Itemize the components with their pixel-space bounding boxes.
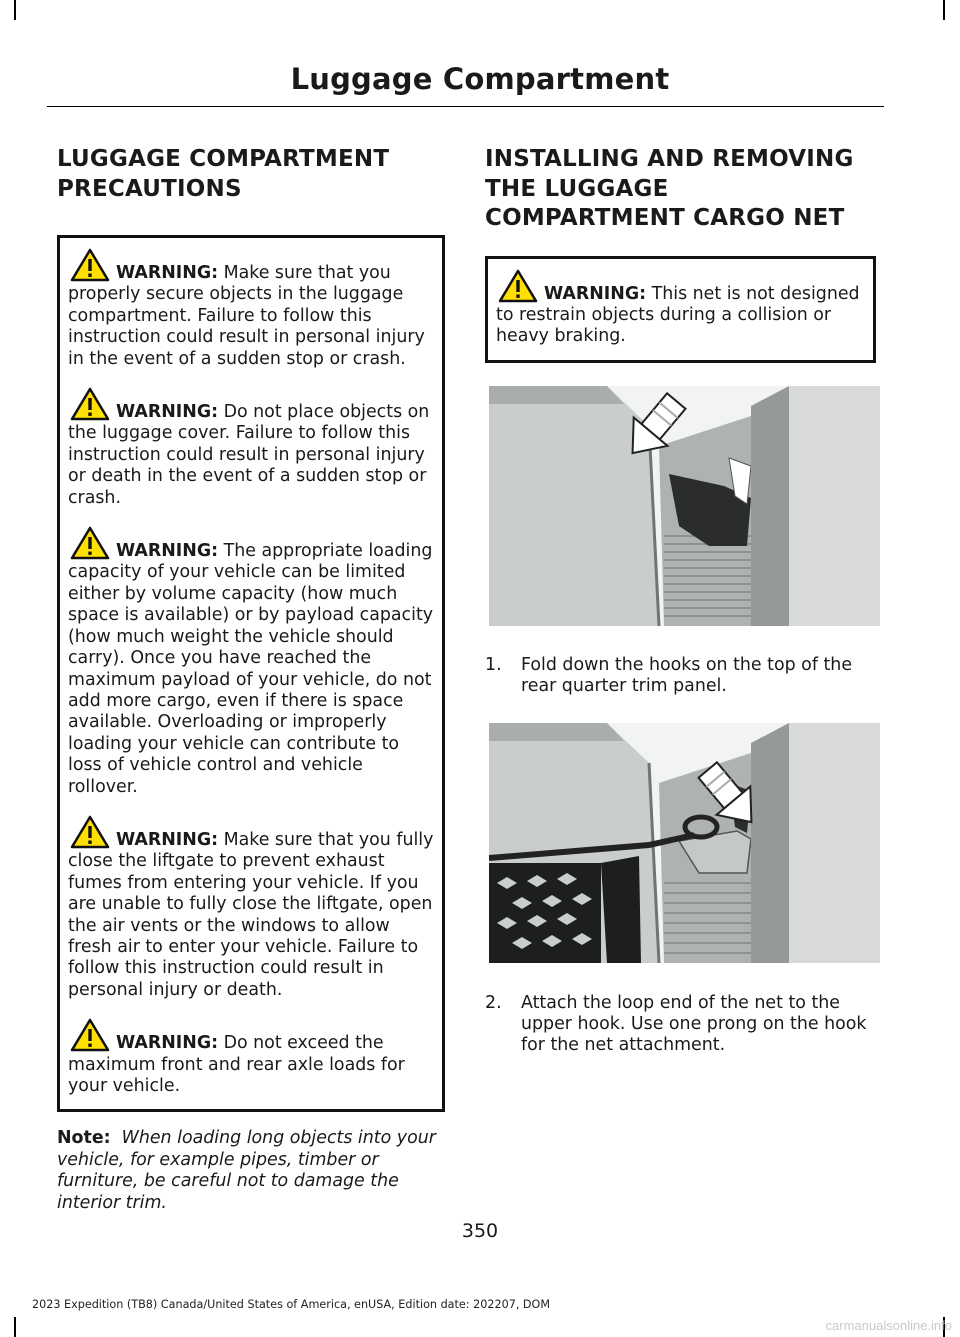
step-1 (485, 655, 879, 698)
step-number: 1. (485, 654, 502, 675)
warning-box-cargo-net (485, 256, 876, 363)
warning-item (68, 815, 434, 1001)
warning-label: WARNING: (116, 829, 219, 850)
warning-label: WARNING: (544, 283, 647, 304)
warning-item (68, 248, 434, 370)
figure-fold-hooks (489, 386, 880, 626)
crop-mark-bottom-left-v (14, 1317, 16, 1337)
warning-text: The appropriate loading capacity of your vehicle can be limited either by volume capacity (how much space is available) or by payload capacity (how much weight the vehicle should carry). Once you have reached the maximum payload of your vehicle, do not add more cargo, even if there is space available. Overloading or improperly loading your vehicle can contribute to loss of vehicle control and vehicle rollover. (68, 541, 434, 797)
step-text: Fold down the hooks on the top of the rear quarter trim panel. (521, 654, 853, 697)
section-title-precautions (57, 145, 445, 204)
warning-item (496, 269, 865, 348)
warning-text: Do not exceed the maximum front and rear axle loads for your vehicle. (68, 1033, 405, 1096)
warning-item (68, 387, 434, 509)
title-line: PRECAUTIONS (57, 175, 242, 202)
crop-mark-top-right-v (943, 0, 945, 20)
warning-triangle-icon (498, 269, 538, 303)
warning-item (68, 1018, 434, 1097)
watermark: carmanualsonline.info (825, 1318, 952, 1333)
title-line: THE LUGGAGE (485, 175, 669, 202)
warning-text: This net is not designed to restrain objects during a collision or heavy braking. (496, 283, 860, 347)
warning-item (68, 526, 434, 798)
step-number: 2. (485, 992, 502, 1013)
left-column (57, 145, 445, 1214)
footer-edition: 2023 Expedition (TB8) Canada/United States of America, enUSA, Edition date: 202207, DOM (32, 1298, 551, 1311)
title-line: INSTALLING AND REMOVING (485, 146, 854, 172)
warning-triangle-icon (70, 387, 110, 421)
step-2 (485, 993, 879, 1057)
figure-attach-net (489, 723, 880, 963)
warning-text: Do not place objects on the luggage cover. Failure to follow this instruction could result in personal injury or death in the event of a sudden stop or crash. (68, 402, 430, 508)
section-title-cargo-net (485, 145, 879, 234)
net-illustration (489, 723, 880, 963)
warning-triangle-icon (70, 1018, 110, 1052)
warning-text: Make sure that you properly secure objects in the luggage compartment. Failure to follow this instruction could result in personal injury in the event of a sudden stop or crash. (68, 263, 425, 369)
page-number: 350 (461, 1220, 499, 1242)
header-rule (47, 106, 884, 107)
right-column (485, 145, 879, 1057)
note-text: When loading long objects into your vehicle, for example pipes, timber or furniture, be careful not to damage the interior trim. (57, 1128, 436, 1213)
note (57, 1128, 445, 1214)
warning-triangle-icon (70, 248, 110, 282)
warning-box-precautions (57, 235, 445, 1112)
hook-illustration (489, 386, 880, 626)
warning-text: Make sure that you fully close the liftgate to prevent exhaust fumes from entering your vehicle. If you are unable to fully close the liftgate, open the air vents or the windows to allow fresh air to enter your vehicle. Failure to follow this instruction could result in personal injury or death. (68, 829, 434, 1000)
title-line: LUGGAGE COMPARTMENT (57, 146, 390, 172)
warning-label: WARNING: (116, 263, 219, 283)
step-text: Attach the loop end of the net to the upper hook. Use one prong on the hook for the net attachment. (521, 992, 867, 1056)
title-line: COMPARTMENT CARGO NET (485, 205, 845, 231)
warning-label: WARNING: (116, 1033, 219, 1054)
warning-label: WARNING: (116, 402, 219, 423)
running-head: Luggage Compartment (290, 62, 670, 96)
warning-triangle-icon (70, 815, 110, 849)
warning-triangle-icon (70, 526, 110, 560)
note-label: Note: (57, 1128, 111, 1149)
crop-mark-top-left-v (14, 0, 16, 20)
warning-label: WARNING: (116, 541, 219, 562)
